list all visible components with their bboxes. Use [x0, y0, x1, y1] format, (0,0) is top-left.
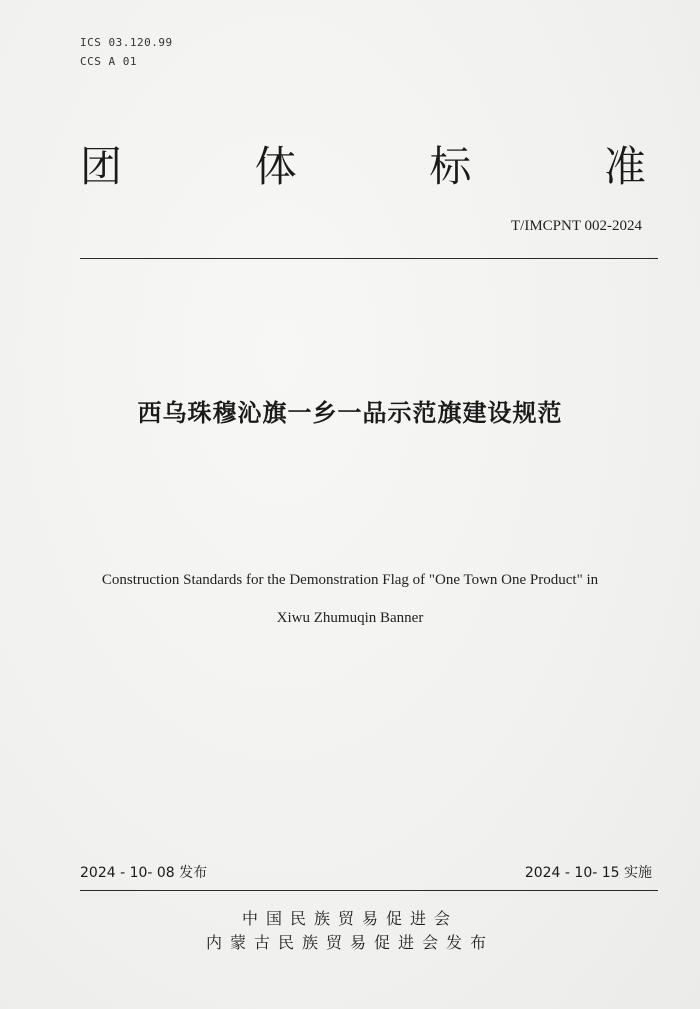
chinese-title: 西乌珠穆沁旗一乡一品示范旗建设规范: [137, 399, 563, 427]
english-title-line-1: Construction Standards for the Demonstration Flag of "One Town One Product" in: [101, 572, 599, 588]
top-divider: [80, 258, 658, 259]
ics-code: ICS 03.120.99: [80, 36, 173, 49]
issue-date: 2024 - 10- 08 发布: [80, 865, 208, 881]
implementation-date: 2024 - 10- 15 实施: [524, 865, 652, 881]
classification-codes: [80, 33, 173, 71]
standard-category-title: [80, 142, 646, 192]
bottom-divider: [80, 890, 658, 891]
category-char: 体: [254, 142, 297, 191]
category-char: 准: [603, 142, 646, 191]
english-title-line-2: Xiwu Zhumuqin Banner: [276, 610, 424, 626]
category-char: 团: [80, 142, 123, 191]
category-char: 标: [429, 142, 472, 191]
ccs-code: CCS A 01: [80, 55, 137, 68]
issuer-line-2: 内蒙古民族贸易促进会发布: [205, 933, 494, 952]
issuer-line-1: 中国民族贸易促进会: [241, 909, 458, 928]
standard-number: T/IMCPNT 002-2024: [511, 218, 642, 234]
